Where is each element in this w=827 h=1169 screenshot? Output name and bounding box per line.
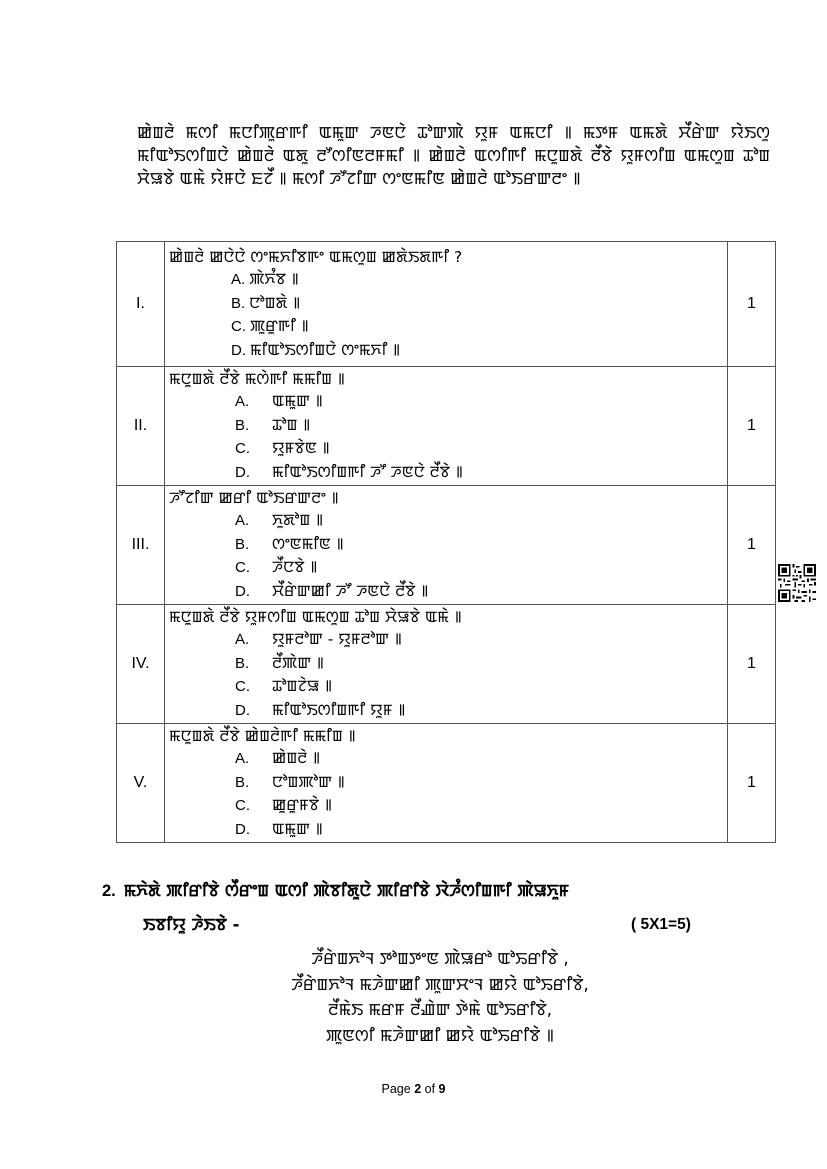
section-2-instruction-line1: ꯃꯈꯥꯗꯥ ꯄꯤꯔꯤꯕꯥ ꯁꯩꯔꯦꯡ ꯑꯁꯤ ꯄꯥꯕꯤꯗꯨꯅꯥ ꯄꯤꯔꯤꯕꯥ ꯋꯥꯍꯪꯁꯤꯡꯒꯤ ꯄꯥꯎꯈꯨꯝ: [123, 881, 570, 900]
option-letter: A.: [235, 393, 250, 410]
option-letter: D.: [235, 582, 250, 600]
answer-option: [165, 771, 727, 795]
option-letter: B.: [235, 416, 250, 434]
footer-page-number: 2: [414, 1082, 422, 1096]
answer-option: [165, 509, 727, 533]
poem: [200, 946, 680, 1048]
option-text: ꯊꯣꯡ ꯫: [272, 415, 311, 434]
option-text: ꯄꯥꯈꯪꯕ ꯫: [249, 270, 299, 288]
question-number: I.: [117, 242, 165, 367]
answer-option: [165, 414, 727, 438]
question-stem: ꯃꯅꯨꯡꯗꯥ ꯂꯩꯕꯥ ꯃꯁꯥꯒꯤ ꯃꯃꯤꯡ ꯫: [169, 370, 345, 388]
option-text: ꯃꯤꯑꯣꯏꯁꯤꯡꯒꯤ ꯌꯨꯝ ꯫: [272, 700, 406, 719]
poem-line: ꯍꯩꯔꯥꯡꯈꯣꯜ ꯇꯣꯡꯇꯦꯟ ꯄꯥꯎꯔꯣ ꯑꯣꯢꯔꯤꯕꯥ ,: [311, 949, 569, 968]
section-2-instruction-line2: ꯏꯕꯤꯌꯨ ꯍꯥꯏꯕꯥ -: [143, 915, 240, 934]
option-text: ꯌꯨꯝꯂꯣꯛ - ꯌꯨꯝꯂꯣꯛ ꯫: [272, 630, 402, 648]
answer-option: [165, 747, 727, 771]
option-letter: A.: [235, 631, 250, 648]
answer-option: [165, 699, 727, 723]
option-letter: A.: [231, 271, 246, 288]
answer-option: [165, 315, 727, 339]
option-letter: D.: [231, 341, 246, 359]
option-text: ꯄꯨꯔꯨꯒꯤ ꯫: [250, 317, 309, 335]
option-text: ꯊꯣꯡꯖꯥꯎ ꯫: [272, 677, 333, 695]
question-row: [117, 242, 776, 367]
option-letter: B.: [235, 654, 250, 672]
answer-option: [165, 268, 727, 292]
question-number: III.: [117, 486, 165, 605]
question-body: [165, 724, 728, 843]
answer-option: [165, 818, 727, 842]
question-stem: ꯃꯅꯨꯡꯗꯥ ꯂꯩꯕꯥ ꯌꯨꯝꯁꯤꯡ ꯑꯃꯁꯨꯡ ꯊꯣꯡ ꯆꯥꯎꯕꯥ ꯑꯃꯥ ꯫: [169, 608, 462, 626]
question-mark: 1: [728, 367, 776, 486]
option-letter: D.: [235, 463, 250, 481]
option-letter: A.: [235, 750, 250, 767]
footer-of: of: [421, 1082, 439, 1096]
option-text: ꯀꯥꯡꯂꯥ ꯫: [272, 749, 321, 767]
answer-option: [165, 652, 727, 676]
intro-passage: ꯀꯥꯡꯂꯥ ꯃꯁꯤ ꯃꯅꯤꯄꯨꯔꯒꯤ ꯑꯃꯨꯛ ꯍꯟꯅꯥ ꯊꯣꯛꯄꯥ ꯌꯨꯝ ꯑꯃꯅꯤ ꯫ ꯃꯇꯝ ꯑꯃꯗꯥ ꯆꯩꯔꯥꯛ ꯌꯥꯏꯁꯨ ꯃꯤꯑꯣꯏꯁꯤꯡꯅꯥ ꯀꯥꯡꯂꯥ ꯑꯗꯨ ꯂꯧꯁꯤꯟꯂꯝꯃꯤ ꯫ ꯀꯥꯡꯂꯥ ꯑꯁꯤꯒꯤ ꯃꯅꯨꯡꯗꯥ ꯂꯩꯕꯥ ꯌꯨꯝꯁꯤꯡ ꯑꯃꯁꯨꯡ ꯊꯣꯡ ꯆꯥꯎꯕꯥ ꯑꯃꯥ ꯌꯥꯝꯅꯥ ꯐꯖꯩ ꯫ ꯃꯁꯤ ꯍꯧꯖꯤꯛ ꯁꯦꯟꯃꯤꯟ ꯀꯥꯡꯂꯥ ꯑꯣꯏꯔꯛꯂꯦ ꯫: [137, 123, 770, 188]
option-text: ꯂꯩꯄꯥꯛ ꯫: [272, 653, 324, 672]
answer-option: [165, 675, 727, 699]
answer-option: [165, 461, 727, 485]
question-mark: 1: [728, 242, 776, 367]
question-stem: ꯃꯅꯨꯡꯗꯥ ꯂꯩꯕꯥ ꯀꯥꯡꯂꯥꯒꯤ ꯃꯃꯤꯡ ꯫: [169, 727, 356, 745]
question-row: [117, 367, 776, 486]
option-letter: C.: [235, 440, 250, 457]
option-letter: C.: [231, 318, 246, 335]
answer-option: [165, 628, 727, 652]
qr-code-icon: [778, 564, 816, 602]
question-table: [116, 241, 776, 843]
question-table-body: [117, 242, 776, 843]
option-text: ꯆꯩꯔꯥꯛꯀꯤ ꯍꯧ ꯍꯟꯅꯥ ꯂꯩꯕꯥ ꯫: [272, 581, 429, 600]
answer-option: [165, 339, 727, 363]
poem-line: ꯄꯨꯟꯁꯤ ꯃꯍꯥꯛꯀꯤ ꯀꯌꯥ ꯑꯣꯢꯔꯤꯕꯥ ꯫: [325, 1025, 554, 1045]
option-text: ꯅꯣꯡꯗꯥ ꯫: [249, 293, 301, 312]
poem-line: ꯍꯩꯔꯥꯡꯈꯣꯜ ꯃꯍꯥꯛꯀꯤ ꯄꯨꯛꯆꯦꯜ ꯀꯌꯥ ꯑꯣꯢꯔꯤꯕꯥ,: [291, 974, 589, 994]
question-row: [117, 605, 776, 724]
question-body: [165, 605, 728, 724]
question-body: [165, 242, 728, 367]
option-letter: B.: [231, 294, 246, 312]
answer-option: [165, 292, 727, 316]
answer-option: [165, 390, 727, 414]
question-number: II.: [117, 367, 165, 486]
option-text: ꯁꯦꯟꯃꯤꯟ ꯫: [272, 534, 344, 553]
question-number: IV.: [117, 605, 165, 724]
option-letter: A.: [235, 512, 250, 529]
answer-option: [165, 580, 727, 604]
section-2-heading: [102, 880, 722, 902]
question-mark: 1: [728, 724, 776, 843]
answer-option: [165, 533, 727, 557]
option-text: ꯌꯨꯝꯕꯥꯟ ꯫: [272, 439, 330, 457]
option-letter: D.: [235, 701, 250, 719]
option-text: ꯈꯨꯗꯣꯡ ꯫: [272, 511, 324, 529]
option-letter: C.: [235, 797, 250, 814]
option-text: ꯑꯃꯨꯛ ꯫: [272, 819, 323, 838]
question-stem: ꯀꯥꯡꯂꯥ ꯀꯅꯥꯅꯥ ꯁꯦꯃꯈꯤꯕꯒꯦ ꯑꯃꯁꯨꯡ ꯀꯗꯥꯏꯗꯒꯤ ?: [169, 248, 463, 266]
section-2-number: 2.: [102, 882, 116, 900]
question-mark: 1: [728, 605, 776, 724]
option-letter: B.: [235, 535, 250, 553]
question-row: [117, 486, 776, 605]
option-text: ꯍꯩꯅꯕꯥ ꯫: [272, 558, 318, 576]
answer-option: [165, 794, 727, 818]
option-letter: C.: [235, 559, 250, 576]
option-text: ꯀꯨꯔꯨꯝꯕꯥ ꯫: [272, 796, 333, 814]
option-text: ꯃꯤꯑꯣꯏꯁꯤꯡꯒꯤ ꯍꯧ ꯍꯟꯅꯥ ꯂꯩꯕꯥ ꯫: [272, 462, 463, 481]
option-text: ꯃꯤꯑꯣꯏꯁꯤꯡꯅꯥ ꯁꯦꯃꯈꯤ ꯫: [250, 340, 401, 359]
footer-total-pages: 9: [438, 1082, 446, 1096]
answer-option: [165, 556, 727, 580]
question-number: V.: [117, 724, 165, 843]
question-row: [117, 724, 776, 843]
answer-option: [165, 437, 727, 461]
question-stem: ꯍꯧꯖꯤꯛ ꯀꯔꯤ ꯑꯣꯏꯔꯛꯂꯦ ꯫: [169, 489, 339, 507]
poem-line: ꯂꯩꯃꯥꯏ ꯃꯔꯝ ꯂꯩꯉꯥꯛ ꯇꯥꯃꯥ ꯑꯣꯢꯔꯤꯕꯥ,: [327, 1000, 553, 1019]
option-letter: B.: [235, 773, 250, 791]
footer-prefix: Page: [381, 1082, 415, 1096]
page-footer: [0, 1082, 827, 1096]
option-text: ꯑꯃꯨꯛ ꯫: [272, 392, 323, 410]
section-2-marks: ( 5X1=5): [631, 916, 691, 933]
option-letter: D.: [235, 820, 250, 838]
option-letter: C.: [235, 678, 250, 695]
question-body: [165, 486, 728, 605]
question-body: [165, 367, 728, 486]
option-text: ꯅꯣꯡꯄꯣꯛ ꯫: [272, 772, 345, 791]
question-mark: 1: [728, 486, 776, 605]
